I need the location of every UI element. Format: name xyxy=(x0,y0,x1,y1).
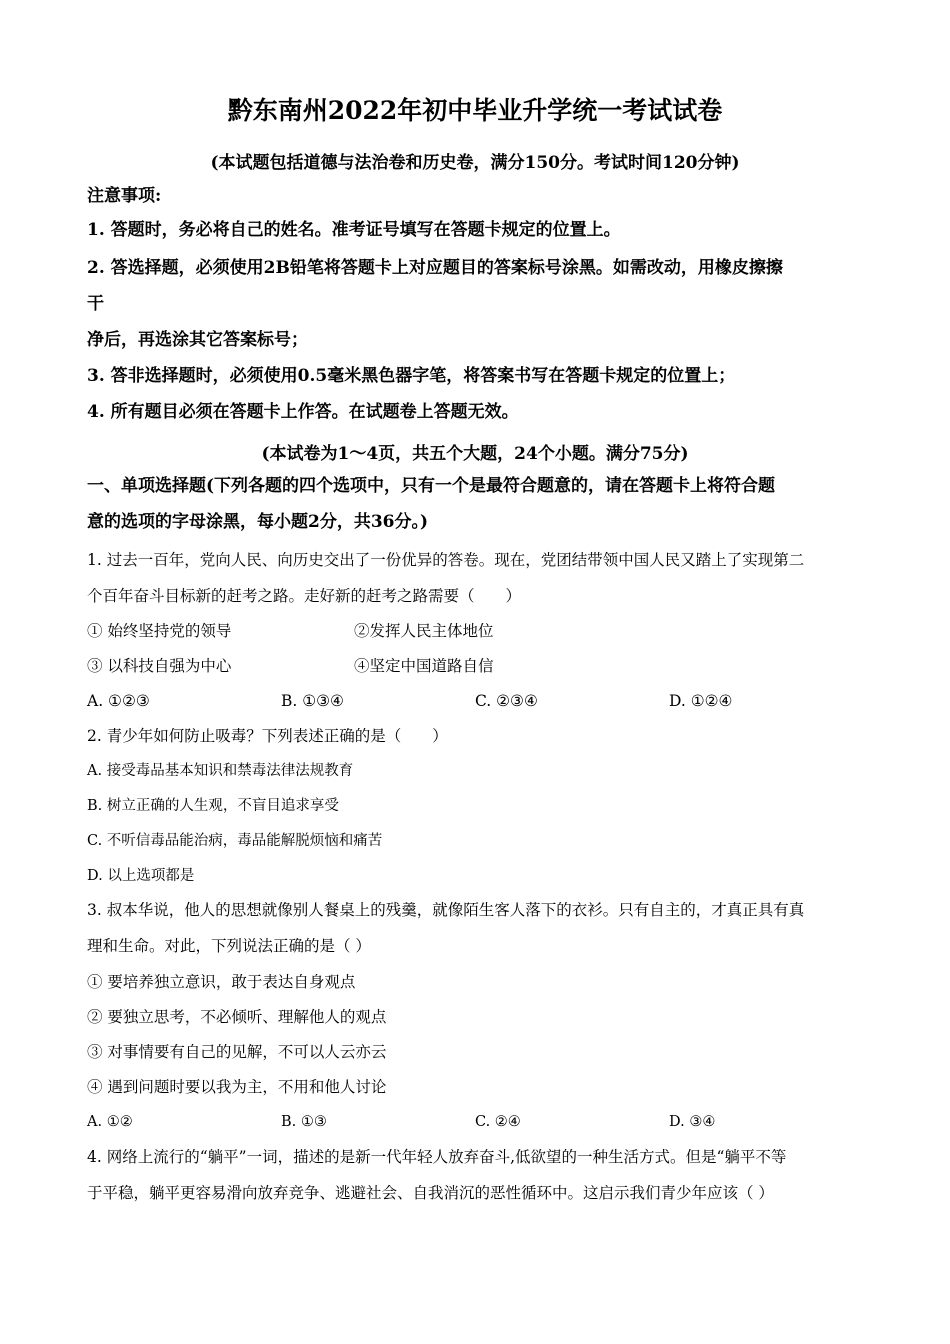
q1-item-4: ④坚定中国道路自信 xyxy=(354,657,494,675)
q1-item-2: ②发挥人民主体地位 xyxy=(354,622,494,640)
q3-option-d: D. ③④ xyxy=(669,1114,716,1130)
q3-option-b: B. ①③ xyxy=(281,1114,327,1130)
q2-stem: 2. 青少年如何防止吸毒？下列表述正确的是（ ） xyxy=(87,727,448,745)
note-3: 3. 答非选择题时，必须使用0.5毫米黑色器字笔，将答案书写在答题卡规定的位置上； xyxy=(87,366,736,386)
q3-item-2: ② 要独立思考，不必倾听、理解他人的观点 xyxy=(87,1008,387,1026)
note-2-cont2: 净后，再选涂其它答案标号； xyxy=(87,330,308,350)
q4-stem-line-2: 于平稳，躺平更容易滑向放弃竞争、逃避社会、自我消沉的恶性循环中。这启示我们青少年应该（ ） xyxy=(87,1184,774,1202)
q1-item-3: ③ 以科技自强为中心 xyxy=(87,657,232,675)
q3-option-c: C. ②④ xyxy=(475,1114,521,1130)
page-title: 黔东南州2022年初中毕业升学统一考试试卷 xyxy=(227,96,723,125)
q1-stem-line-1: 1. 过去一百年，党向人民、向历史交出了一份优异的答卷。现在，党团结带领中国人民又踏上了实现第二 xyxy=(87,551,805,569)
q3-item-1: ① 要培养独立意识，敢于表达自身观点 xyxy=(87,973,356,991)
q1-option-a: A. ①②③ xyxy=(87,692,150,710)
q3-option-a: A. ①② xyxy=(87,1114,133,1130)
q1-option-c: C. ②③④ xyxy=(475,692,538,710)
note-4: 4. 所有题目必须在答题卡上作答。在试题卷上答题无效。 xyxy=(87,402,519,422)
q1-item-1: ① 始终坚持党的领导 xyxy=(87,622,232,640)
q1-option-d: D. ①②④ xyxy=(669,692,733,710)
section-heading-line-2: 意的选项的字母涂黑，每小题2分，共36分。) xyxy=(87,512,429,532)
q3-stem-line-1: 3. 叔本华说，他人的思想就像别人餐桌上的残羹，就像陌生客人落下的衣衫。只有自主的，才真正具有真 xyxy=(87,901,805,919)
q3-stem-line-2: 理和生命。对此，下列说法正确的是（ ） xyxy=(87,937,371,955)
exam-subtitle: (本试题包括道德与法治卷和历史卷，满分150分。考试时间120分钟) xyxy=(210,153,740,173)
q2-option-b: B. 树立正确的人生观，不盲目追求享受 xyxy=(87,798,339,814)
q3-item-3: ③ 对事情要有自己的见解，不可以人云亦云 xyxy=(87,1043,387,1061)
q2-option-a: A. 接受毒品基本知识和禁毒法律法规教育 xyxy=(87,763,354,779)
section-heading-line-1: 一、单项选择题(下列各题的四个选项中，只有一个是最符合题意的，请在答题卡上将符合题 xyxy=(87,476,776,496)
note-1: 1. 答题时，务必将自己的姓名。准考证号填写在答题卡规定的位置上。 xyxy=(87,220,621,240)
q2-option-d: D. 以上选项都是 xyxy=(87,868,195,884)
q3-item-4: ④ 遇到问题时要以我为主，不用和他人讨论 xyxy=(87,1078,387,1096)
paper-info: (本试卷为1～4页，共五个大题，24个小题。满分75分) xyxy=(261,444,689,464)
q1-stem-line-2: 个百年奋斗目标新的赶考之路。走好新的赶考之路需要（ ） xyxy=(87,587,522,605)
note-2-cont: 干 xyxy=(87,294,104,314)
note-2: 2. 答选择题，必须使用2B铅笔将答题卡上对应题目的答案标号涂黑。如需改动，用橡皮擦擦 xyxy=(87,258,783,278)
q4-stem-line-1: 4. 网络上流行的“躺平”一词，描述的是新一代年轻人放弃奋斗,低欲望的一种生活方式。但是“躺平不等 xyxy=(87,1148,787,1166)
q2-option-c: C. 不听信毒品能治病，毒品能解脱烦恼和痛苦 xyxy=(87,833,383,849)
q1-option-b: B. ①③④ xyxy=(281,692,344,710)
notes-heading: 注意事项: xyxy=(87,186,162,206)
